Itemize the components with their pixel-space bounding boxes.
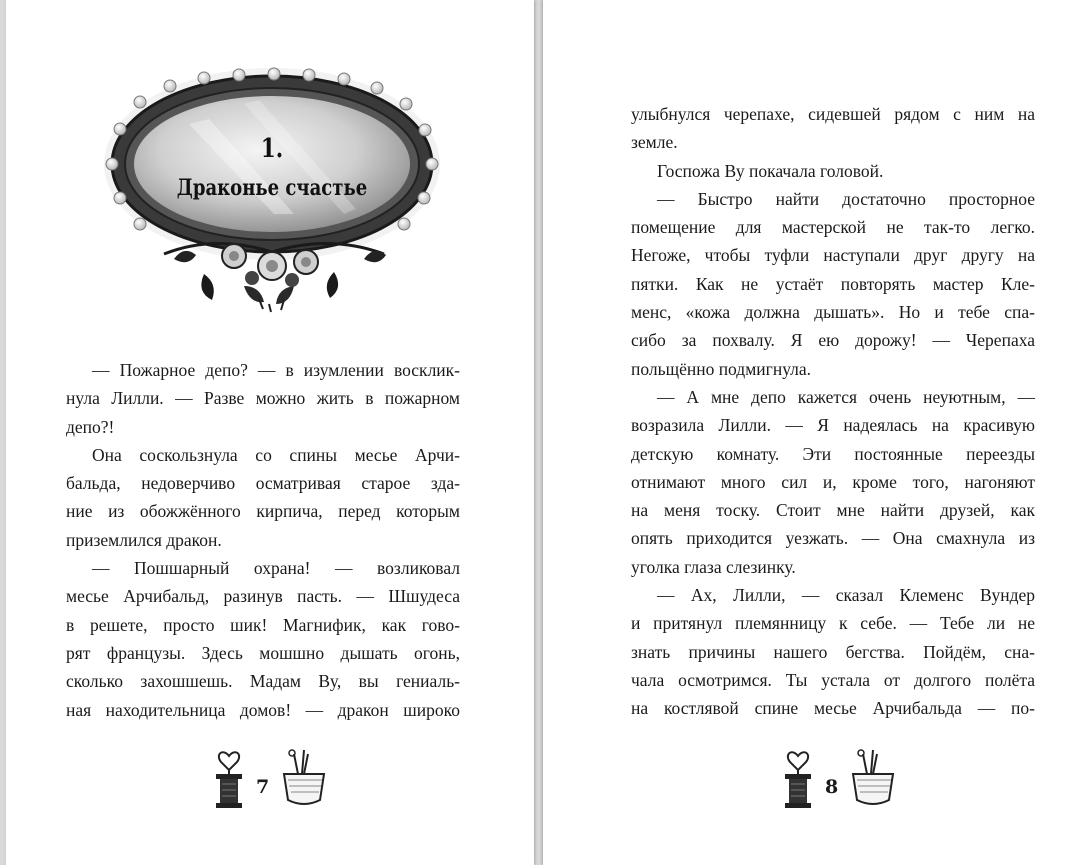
text-line: месье Арчибальд, разинув пасть. — Шшудеса <box>66 586 460 607</box>
text-line: — А мне депо кажется очень неуютным, — <box>657 386 1035 407</box>
text-line: пятки. Как не устаёт повторять мастер Кле- <box>631 273 1035 294</box>
text-line: и притянул племянницу к себе. — Тебе ли не <box>631 613 1035 634</box>
text-line: — Пошшарный охрана! — возликовал <box>92 558 460 579</box>
text-line: депо?! <box>66 416 115 437</box>
text-line: сибо за похвалу. Я ею дорожу! — Черепаха <box>631 330 1035 351</box>
spool-basket-ornament <box>765 740 915 820</box>
text-line: возразила Лилли. — Я надеялась на красивую <box>631 415 1035 436</box>
text-line: чала осмотримся. Ты устала от долгого полёта <box>631 669 1035 690</box>
text-line: Она соскользнула со спины месье Арчи- <box>92 444 460 465</box>
text-line: — Пожарное депо? — в изумлении восклик- <box>92 360 460 380</box>
text-line: помещение для мастерской не так-то легко. <box>631 217 1035 238</box>
text-line: бальда, недоверчиво осматривая старое зда- <box>66 473 460 494</box>
text-line: менс, «кожа должна дышать». Но и тебе спа- <box>631 302 1035 323</box>
text-line: улыбнулся черепахе, сидевшей рядом с ним на <box>631 104 1035 124</box>
text-line: ние из обожжённого кирпича, перед которым <box>66 501 460 522</box>
text-line: ная находительница домов! — дракон широко <box>66 699 460 720</box>
page-number: 7 <box>256 776 270 798</box>
text-line: — Быстро найти достаточно просторное <box>657 188 1035 209</box>
sewing-basket-icon <box>853 750 893 804</box>
page-number: 8 <box>825 776 839 798</box>
spool-basket-ornament <box>196 740 346 820</box>
text-line: рят французы. Здесь мошшно дышать огонь, <box>66 642 460 663</box>
thread-spool-icon <box>785 752 811 808</box>
page-footer <box>765 740 915 820</box>
text-line: — Ах, Лилли, — сказал Клеменс Вундер <box>657 585 1035 606</box>
text-line: приземлился дракон. <box>66 529 222 550</box>
left-page-text <box>66 356 460 724</box>
text-line: уголка глаза слезинку. <box>631 556 796 577</box>
text-line: в решете, просто шик! Магнифик, как гово- <box>66 614 460 635</box>
sewing-basket-icon <box>284 750 324 804</box>
chapter-number: 1. <box>260 134 284 164</box>
text-line: опять приходится уезжать. — Она смахнула из <box>631 528 1035 549</box>
text-line: отнимают много сил и, кроме того, нагоняют <box>631 471 1035 492</box>
left-page <box>6 0 534 865</box>
text-line: нула Лилли. — Разве можно жить в пожарном <box>66 388 460 409</box>
right-page <box>543 0 1080 865</box>
text-line: на меня тоску. Стоит мне найти друзей, как <box>631 500 1035 521</box>
text-line: сколько захошшешь. Мадам Ву, вы гениаль- <box>66 671 460 692</box>
right-page-text <box>631 100 1035 723</box>
thread-spool-icon <box>216 752 242 808</box>
text-line: на костлявой спине месье Арчибальда — по- <box>631 698 1035 719</box>
text-line: польщённо подмигнула. <box>631 358 812 379</box>
page-footer <box>196 740 346 820</box>
flower-garland <box>164 243 386 312</box>
text-line: детскую комнату. Эти постоянные переезды <box>631 443 1035 464</box>
text-line: земле. <box>631 132 678 153</box>
text-line: Негоже, чтобы туфли наступали друг другу на <box>631 245 1035 266</box>
chapter-title: Драконье счастье <box>176 175 368 201</box>
text-line: знать причины нашего бегства. Пойдём, сна- <box>631 641 1035 662</box>
text-line: Госпожа Ву покачала головой. <box>657 160 884 181</box>
